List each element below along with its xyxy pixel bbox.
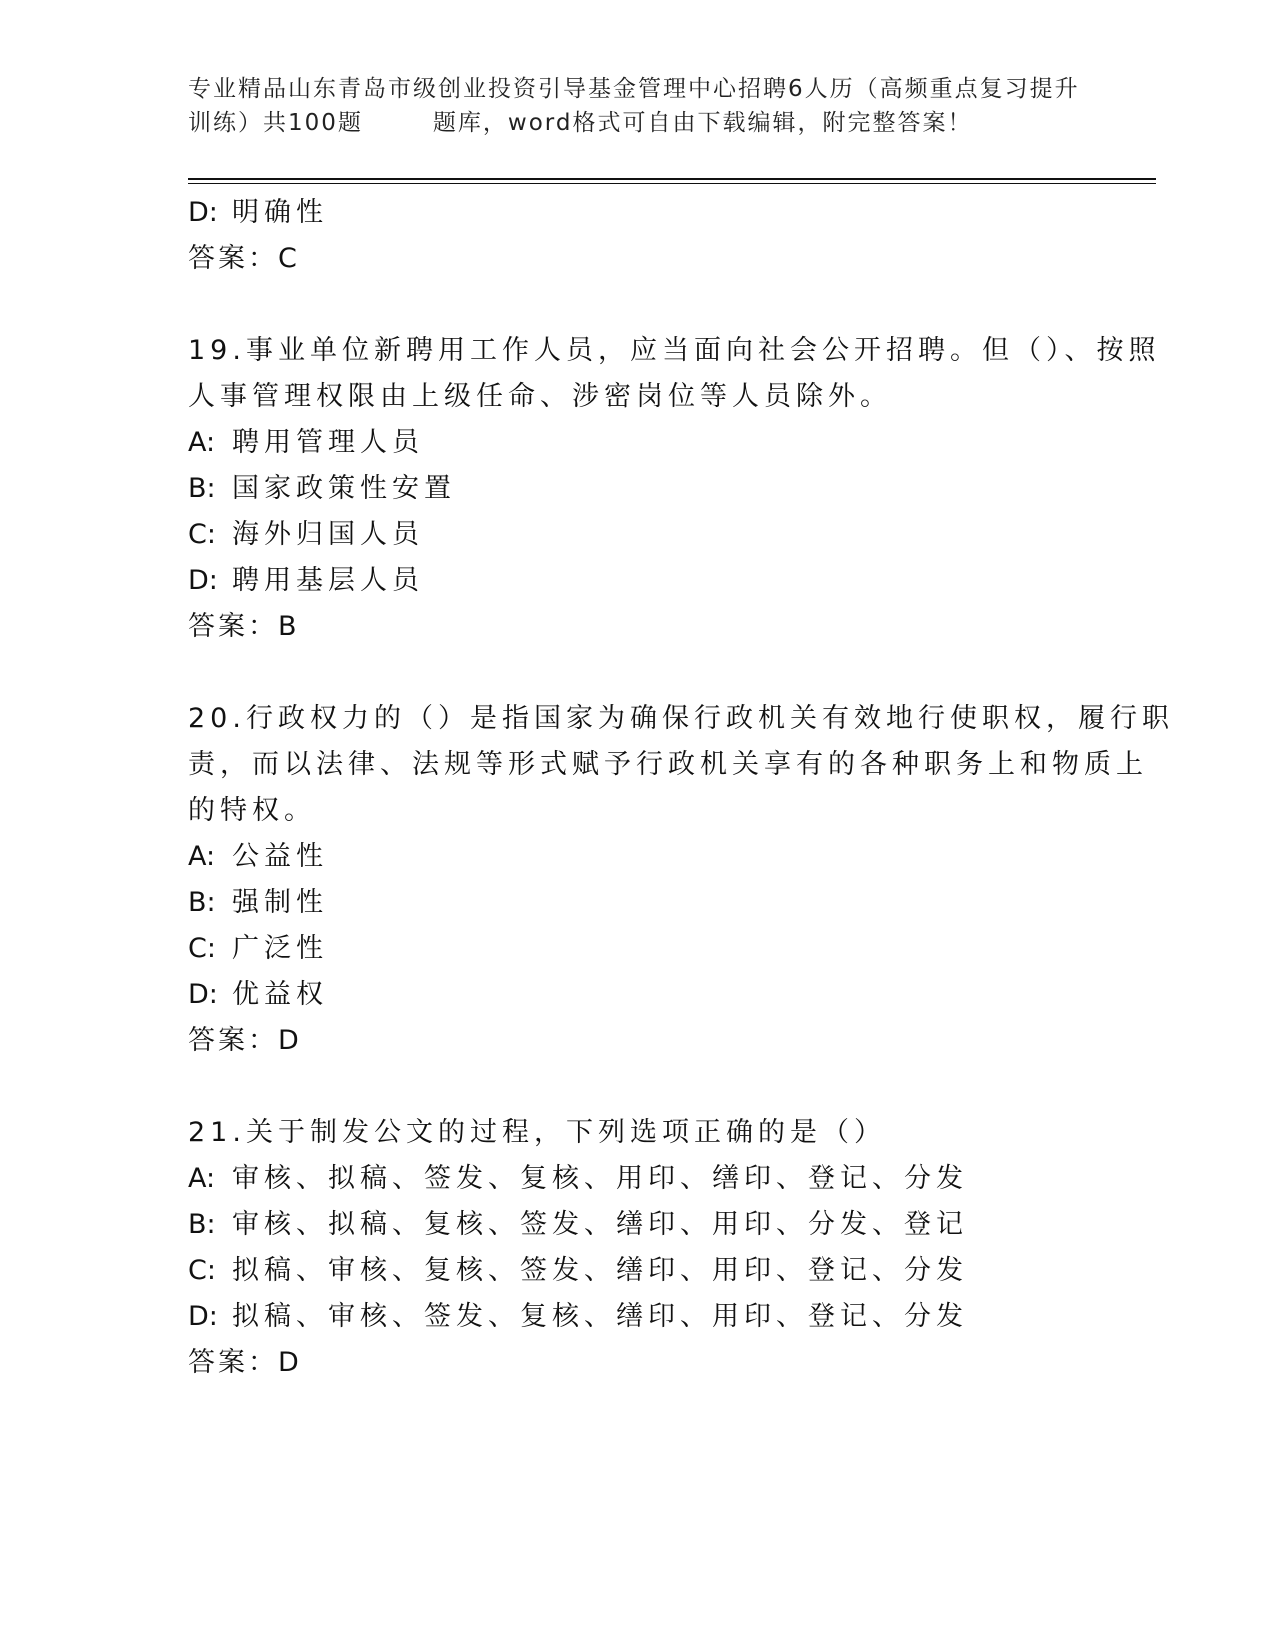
option-d — [188, 190, 1088, 236]
option-text: 审核、拟稿、复核、签发、缮印、用印、分发、登记 — [232, 1209, 968, 1240]
answer-line: 答案：B — [188, 611, 300, 642]
option-label: B: — [188, 1209, 216, 1240]
option-text: 海外归国人员 — [232, 519, 424, 550]
option-label: D: — [188, 1301, 218, 1332]
header-line-2-part-b: 题库，word格式可自由下载编辑，附完整答案！ — [432, 110, 973, 136]
option-a — [188, 834, 1088, 880]
question-list — [188, 190, 1174, 1386]
option-label: D: — [188, 197, 218, 228]
option-b — [188, 1202, 1088, 1248]
option-d — [188, 1294, 1088, 1340]
answer-line: 答案：D — [188, 1025, 302, 1056]
option-label: D: — [188, 565, 218, 596]
option-d — [188, 972, 1088, 1018]
option-a — [188, 1156, 1088, 1202]
question-21 — [188, 1110, 1088, 1386]
option-label: C: — [188, 1255, 216, 1286]
option-text: 聘用管理人员 — [232, 427, 424, 458]
option-text: 明确性 — [232, 197, 328, 228]
option-label: C: — [188, 933, 216, 964]
option-text: 拟稿、审核、签发、复核、缮印、用印、登记、分发 — [232, 1301, 968, 1332]
option-label: B: — [188, 473, 216, 504]
question-text-line-2: 责，而以法律、法规等形式赋予行政机关享有的各种职务上和物质上 — [188, 749, 1148, 780]
option-text: 广泛性 — [232, 933, 328, 964]
question-text-line-1: 21.关于制发公文的过程，下列选项正确的是（） — [188, 1117, 886, 1148]
option-label: A: — [188, 1163, 216, 1194]
page-header — [188, 72, 1088, 140]
question-19 — [188, 328, 1161, 650]
header-rule-thin — [188, 183, 1156, 184]
option-b — [188, 466, 1088, 512]
option-d — [188, 558, 1088, 604]
option-label: D: — [188, 979, 218, 1010]
option-label: C: — [188, 519, 216, 550]
option-label: A: — [188, 841, 216, 872]
option-text: 聘用基层人员 — [232, 565, 424, 596]
option-text: 国家政策性安置 — [232, 473, 456, 504]
header-line-2-part-a: 训练）共100题 — [188, 110, 363, 136]
option-text: 审核、拟稿、签发、复核、用印、缮印、登记、分发 — [232, 1163, 968, 1194]
question-text-line-1: 19.事业单位新聘用工作人员，应当面向社会公开招聘。但（）、按照 — [188, 335, 1161, 366]
option-text: 优益权 — [232, 979, 328, 1010]
option-label: A: — [188, 427, 216, 458]
header-rule-thick — [188, 178, 1156, 180]
option-text: 拟稿、审核、复核、签发、缮印、用印、登记、分发 — [232, 1255, 968, 1286]
option-b — [188, 880, 1088, 926]
option-c — [188, 926, 1088, 972]
answer-line: 答案：D — [188, 1347, 302, 1378]
option-c — [188, 512, 1088, 558]
question-text-line-2: 人事管理权限由上级任命、涉密岗位等人员除外。 — [188, 381, 892, 412]
question-text-line-1: 20.行政权力的（）是指国家为确保行政机关有效地行使职权，履行职 — [188, 703, 1174, 734]
option-c — [188, 1248, 1088, 1294]
header-line-1: 专业精品山东青岛市级创业投资引导基金管理中心招聘6人历（高频重点复习提升 — [188, 76, 1080, 102]
question-20 — [188, 696, 1174, 1064]
option-label: B: — [188, 887, 216, 918]
header-line-2 — [188, 106, 1088, 140]
question-text-line-3: 的特权。 — [188, 795, 316, 826]
option-text: 强制性 — [232, 887, 328, 918]
option-text: 公益性 — [232, 841, 328, 872]
answer-line: 答案：C — [188, 243, 300, 274]
option-a — [188, 420, 1088, 466]
